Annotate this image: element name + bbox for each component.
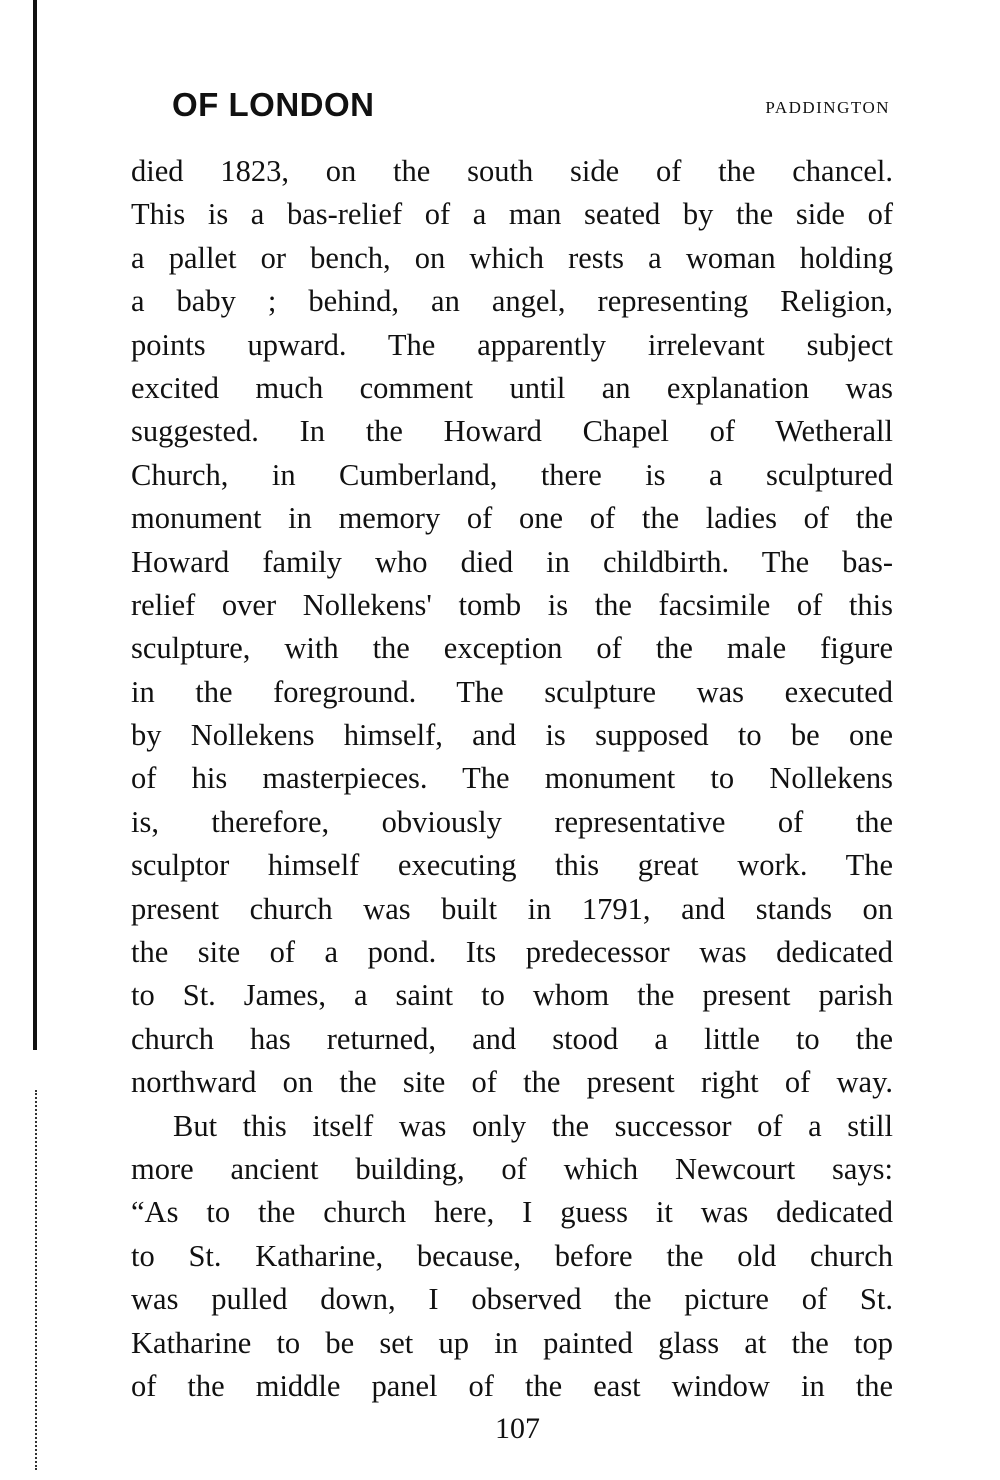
running-head-title: OF LONDON [172, 86, 375, 123]
text-line: sculptor himself executing this great work. The [131, 848, 893, 883]
text-line: northward on the site of the present right of way. [131, 1065, 893, 1100]
text-line: Howard family who died in childbirth. The bas- [131, 544, 893, 579]
text-line: monument in memory of one of the ladies of the [131, 501, 893, 536]
text-line: points upward. The apparently irrelevant subject [131, 327, 893, 362]
text-line: was pulled down, I observed the picture of St. [131, 1282, 893, 1317]
text-line: more ancient building, of which Newcourt says: [131, 1151, 893, 1186]
text-line: of the middle panel of the east window in the [131, 1368, 893, 1403]
text-line: Church, in Cumberland, there is a sculptured [131, 457, 893, 492]
text-line: in the foreground. The sculpture was executed [131, 674, 893, 709]
page-body [131, 150, 893, 1408]
text-line: Katharine to be set up in painted glass at the top [131, 1325, 893, 1360]
text-line: excited much comment until an explanation was [131, 370, 893, 405]
text-line: died 1823, on the south side of the chancel. [131, 154, 893, 188]
text-line: of his masterpieces. The monument to Nollekens [131, 761, 893, 796]
text-line: the site of a pond. Its predecessor was dedicated [131, 935, 893, 970]
text-line: to St. Katharine, because, before the old church [131, 1238, 893, 1273]
text-line: is, therefore, obviously representative of the [131, 804, 893, 839]
text-line: relief over Nollekens' tomb is the facsimile of this [131, 587, 893, 622]
running-head-section: PADDINGTON [765, 98, 890, 117]
text-line: present church was built in 1791, and stands on [131, 891, 893, 926]
text-line: suggested. In the Howard Chapel of Wetherall [131, 414, 893, 449]
text-line: sculpture, with the exception of the male figure [131, 631, 893, 666]
text-line: “As to the church here, I guess it was dedicated [131, 1195, 893, 1230]
text-line: a pallet or bench, on which rests a woman holding [131, 240, 893, 275]
text-line: But this itself was only the successor of a still [173, 1108, 893, 1143]
scan-edge [33, 0, 37, 1050]
text-line: to St. James, a saint to whom the present parish [131, 978, 893, 1013]
page-number: 107 [495, 1412, 540, 1445]
text-line: church has returned, and stood a little to the [131, 1021, 893, 1056]
text-line: by Nollekens himself, and is supposed to be one [131, 718, 893, 753]
text-line: a baby ; behind, an angel, representing Religion, [131, 284, 893, 319]
text-line: This is a bas-relief of a man seated by the side of [131, 197, 893, 232]
